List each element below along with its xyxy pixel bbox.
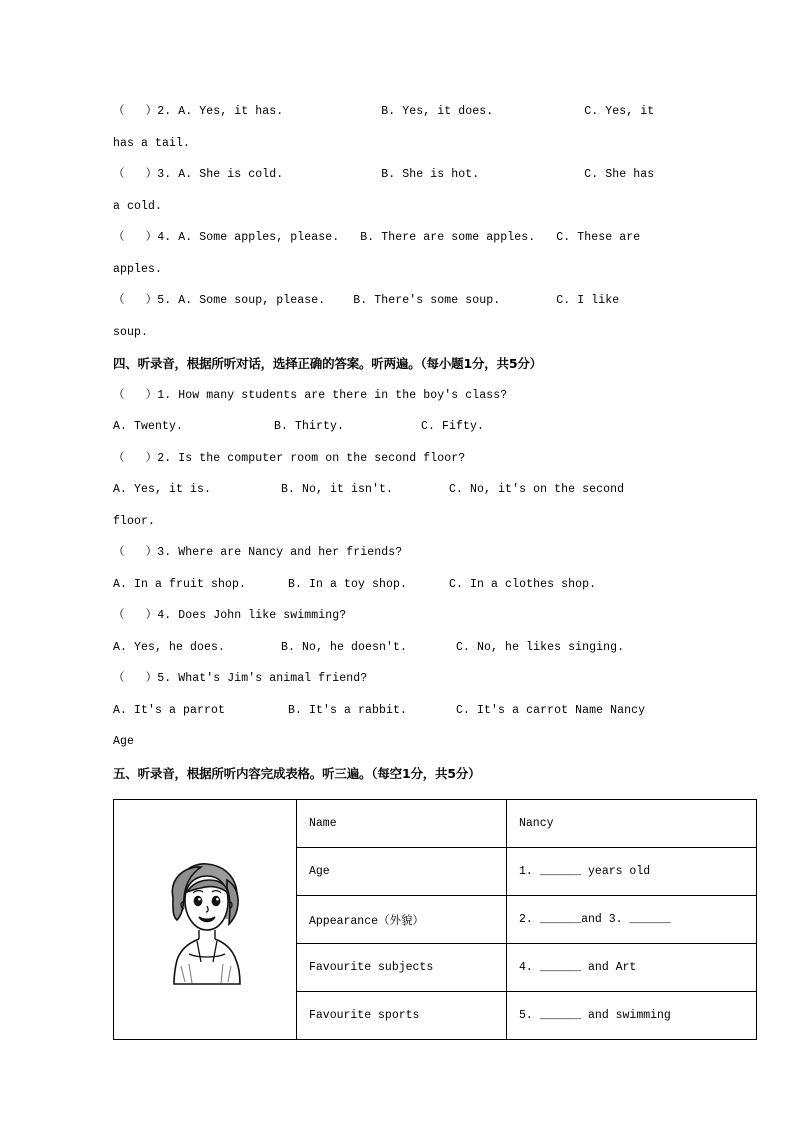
- question-line: （ ）5. A. Some soup, please. B. There's some soup. C. I like: [113, 294, 620, 307]
- question-line: （ ）3. Where are Nancy and her friends?: [113, 546, 403, 559]
- question-line-continuation: soup.: [113, 325, 149, 339]
- page-content: [113, 96, 683, 1040]
- portrait-cell: [114, 800, 297, 1040]
- section-4-heading: 四、听录音，根据所听对话，选择正确的答案。听两遍。（每小题1分，共5分）: [113, 356, 542, 371]
- row-label: Favourite sports: [297, 992, 507, 1040]
- answer-options-continuation: Age: [113, 735, 135, 748]
- row-label: Name: [297, 800, 507, 848]
- row-label: Favourite subjects: [297, 944, 507, 992]
- answer-options-continuation: floor.: [113, 514, 156, 528]
- answer-options-line: A. Yes, it is. B. No, it isn't. C. No, it's on the second: [113, 483, 625, 496]
- question-line: （ ）2. A. Yes, it has. B. Yes, it does. C. Yes, it: [113, 105, 655, 118]
- question-line-continuation: has a tail.: [113, 136, 191, 150]
- row-value: 4. ______ and Art: [507, 944, 757, 992]
- listening-part3-block: [113, 96, 683, 348]
- row-value: 5. ______ and swimming: [507, 992, 757, 1040]
- row-value: 2. ______and 3. ______: [507, 896, 757, 944]
- section-4-questions: [113, 380, 683, 758]
- row-label: Appearance（外貌）: [297, 896, 507, 944]
- question-line: （ ）1. How many students are there in the boy's class?: [113, 388, 508, 402]
- answer-options-line: A. In a fruit shop. B. In a toy shop. C. In a clothes shop.: [113, 577, 597, 591]
- row-value: 1. ______ years old: [507, 848, 757, 896]
- question-line-continuation: apples.: [113, 262, 163, 276]
- profile-table-wrapper: [113, 799, 683, 1040]
- question-line: （ ）4. A. Some apples, please. B. There are some apples. C. These are: [113, 231, 641, 244]
- answer-options-line: A. It's a parrot B. It's a rabbit. C. It's a carrot Name Nancy: [113, 703, 646, 717]
- answer-options-line: A. Twenty. B. Thirty. C. Fifty.: [113, 420, 485, 433]
- question-line: （ ）2. Is the computer room on the second floor?: [113, 451, 466, 465]
- girl-portrait-icon: [151, 854, 259, 986]
- question-line: （ ）4. Does John like swimming?: [113, 609, 347, 622]
- section-5-heading: 五、听录音，根据所听内容完成表格。听三遍。（每空1分，共5分）: [113, 765, 481, 781]
- answer-options-line: A. Yes, he does. B. No, he doesn't. C. No, he likes singing.: [113, 640, 625, 654]
- question-line-continuation: a cold.: [113, 199, 163, 213]
- profile-table: [113, 799, 757, 1040]
- table-row: [114, 800, 757, 848]
- row-value: Nancy: [507, 800, 757, 848]
- question-line: （ ）3. A. She is cold. B. She is hot. C. She has: [113, 168, 655, 181]
- question-line: （ ）5. What's Jim's animal friend?: [113, 672, 368, 685]
- row-label: Age: [297, 848, 507, 896]
